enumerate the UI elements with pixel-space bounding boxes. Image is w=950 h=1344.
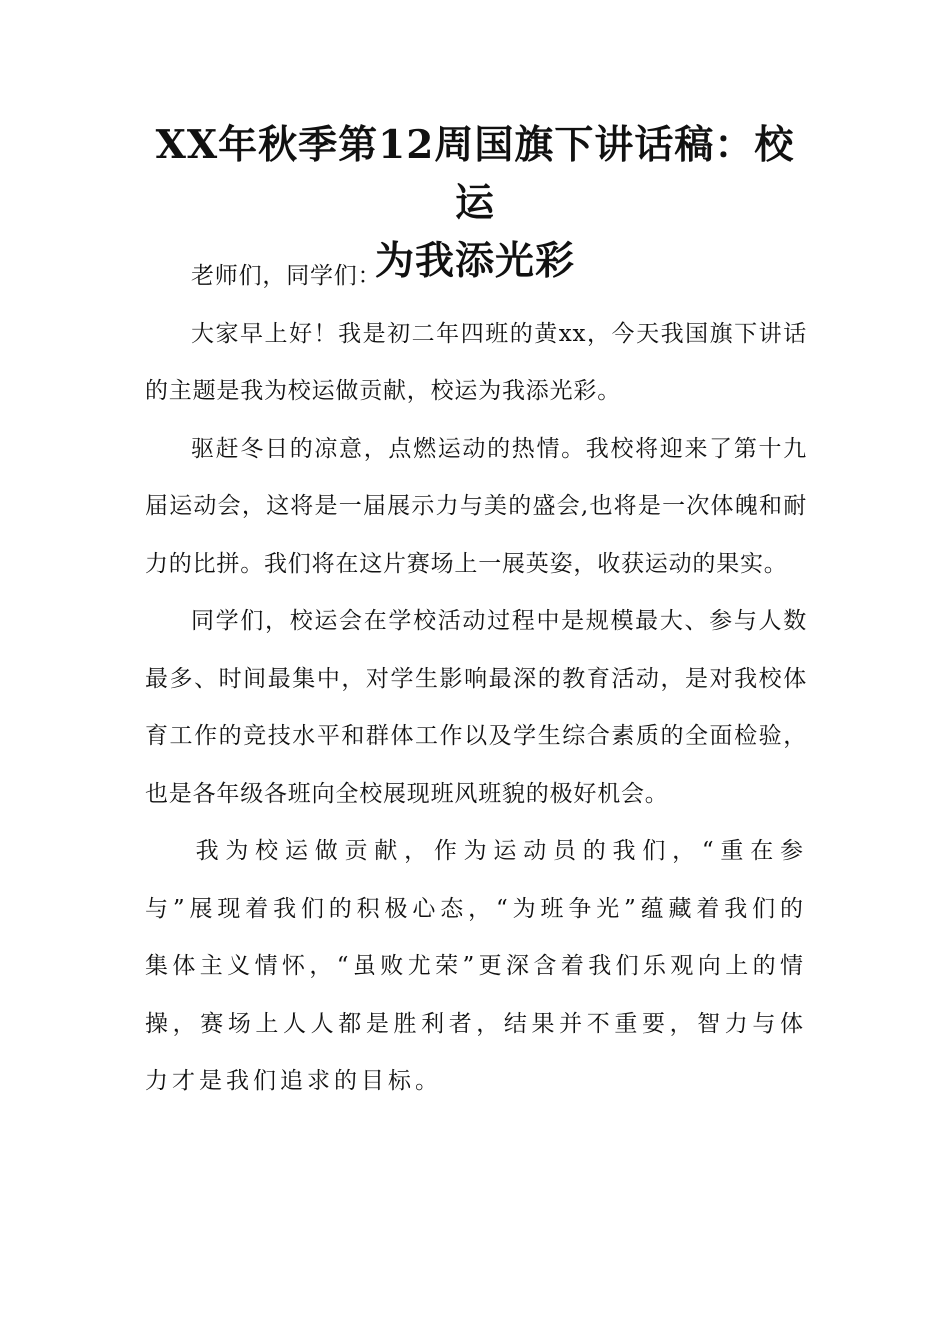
paragraph-sports-meet: 驱赶冬日的凉意，点燃运动的热情。我校将迎来了第十九届运动会，这将是一届展示力与美的盛会,也将是一次体魄和耐力的比拼。我们将在这片赛场上一展英姿，收获运动的果实。	[145, 435, 807, 577]
paragraph-contribution: 我为校运做贡献，作为运动员的我们，“重在参与”展现着我们的积极心态，“为班争光”蕴藏着我们的集体主义情怀，“虽败尤荣”更深含着我们乐观向上的情操，赛场上人人都是胜利者，结果并不重要，智力与体力才是我们追求的目标。	[145, 838, 807, 1094]
paragraph-intro: 大家早上好！我是初二年四班的黄xx，今天我国旗下讲话的主题是我为校运做贡献，校运为我添光彩。	[145, 320, 807, 404]
paragraph-greeting: 老师们，同学们：	[191, 263, 382, 289]
document-body	[145, 248, 807, 1111]
title-line-1: XX年秋季第12周国旗下讲话稿：校运	[155, 122, 795, 226]
paragraph-significance: 同学们，校运会在学校活动过程中是规模最大、参与人数最多、时间最集中，对学生影响最深的教育活动，是对我校体育工作的竞技水平和群体工作以及学生综合素质的全面检验，也是各年级各班向全校展现班风班貌的极好机会。	[145, 608, 807, 807]
title-line-2: 为我添光彩	[374, 238, 575, 284]
